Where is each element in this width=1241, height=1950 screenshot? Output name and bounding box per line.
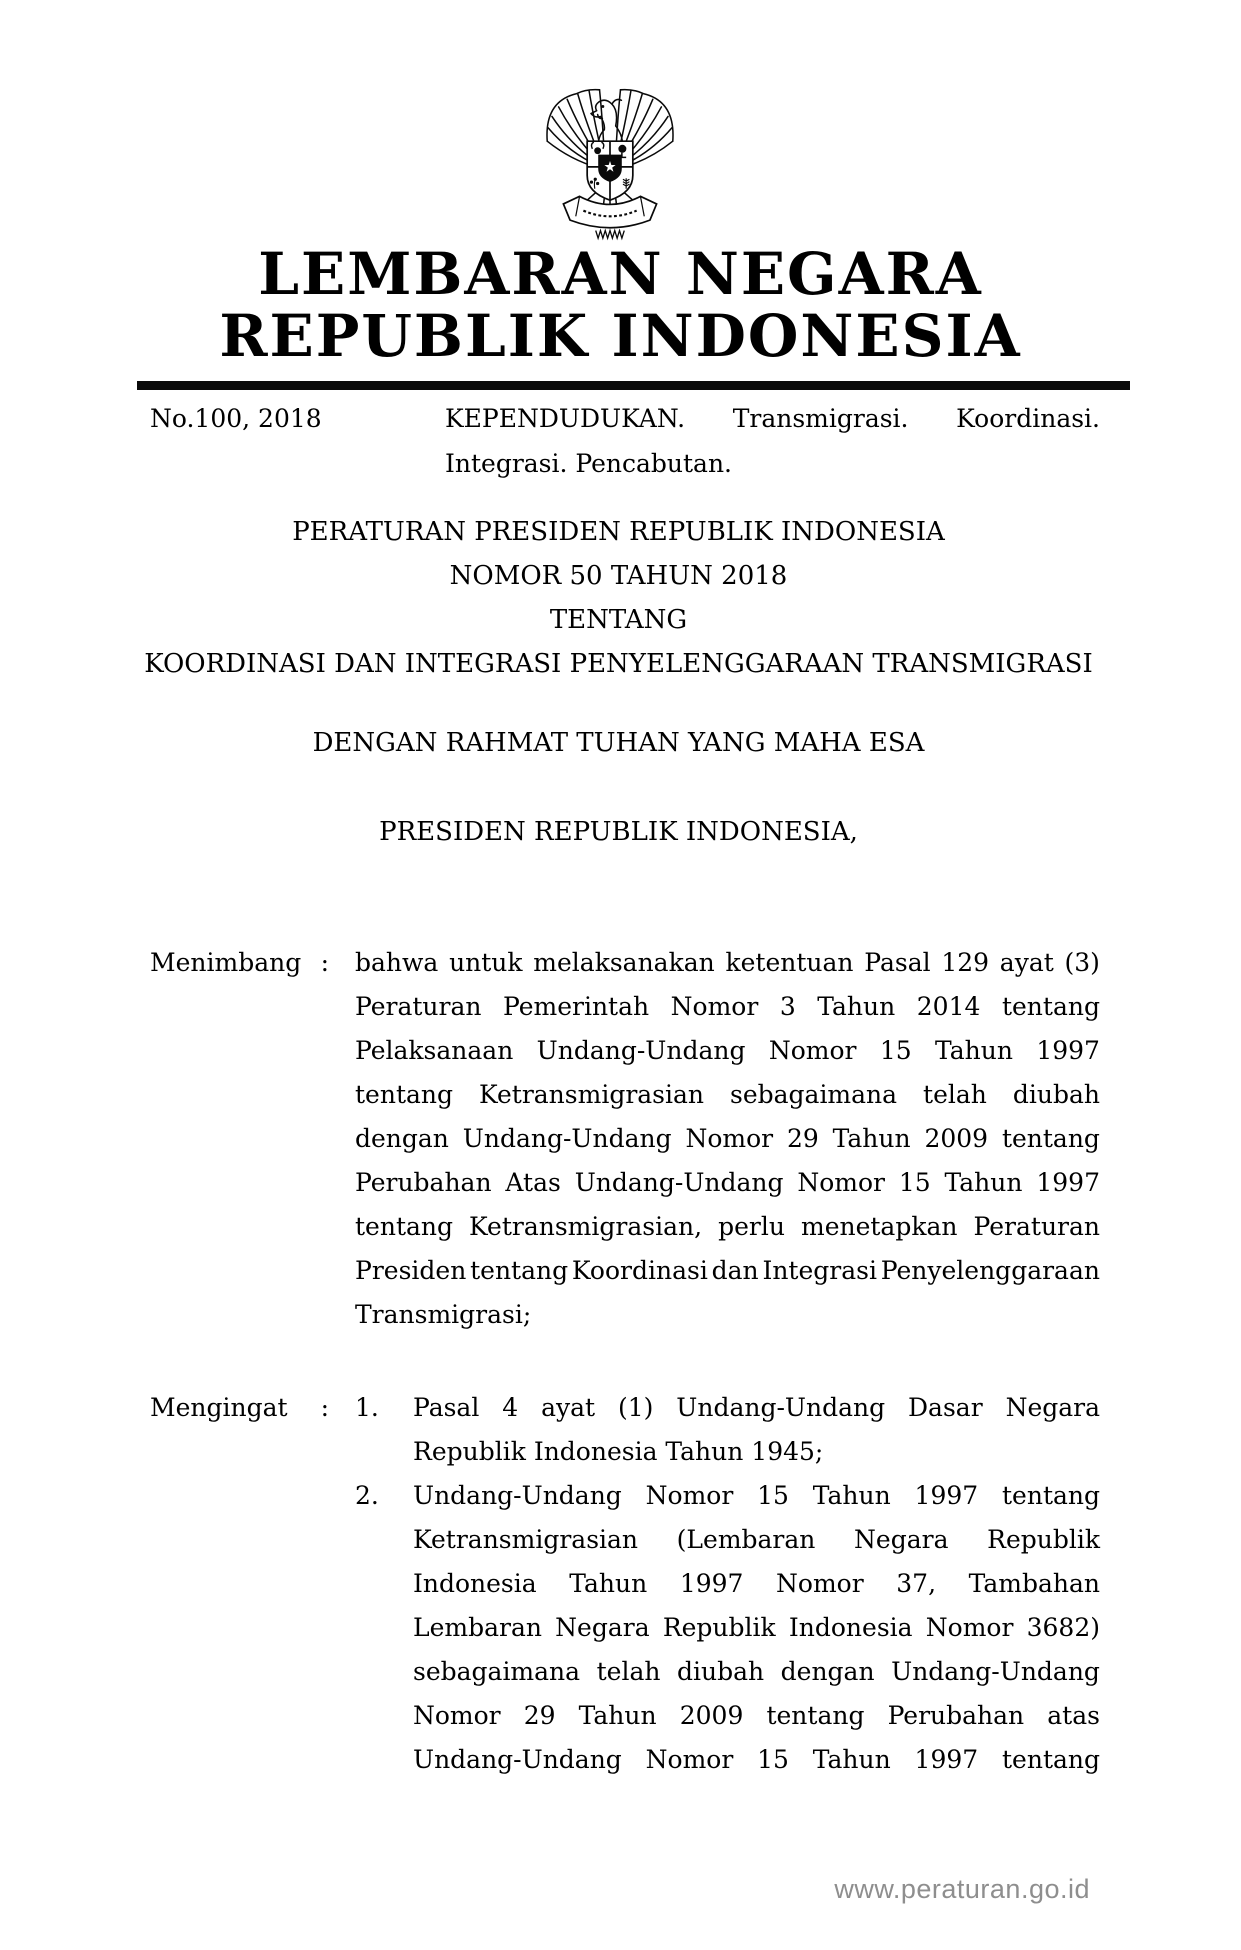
- mengingat-item-2-number: 2.: [355, 1481, 379, 1510]
- regulation-heading-line4: KOORDINASI DAN INTEGRASI PENYELENGGARAAN TRANSMIGRASI: [144, 649, 1093, 679]
- footer-website: www.peraturan.go.id: [834, 1874, 1090, 1904]
- mengingat-item-1: [355, 1386, 1100, 1474]
- regulation-heading: [137, 510, 1100, 686]
- invocation-line: DENGAN RAHMAT TUHAN YANG MAHA ESA: [312, 728, 925, 758]
- menimbang-label: Menimbang: [150, 948, 302, 977]
- mengingat-label-cell: [137, 1386, 355, 1782]
- gazette-title-line2: REPUBLIK INDONESIA: [219, 302, 1022, 370]
- menimbang-clause: [137, 941, 1100, 1337]
- garuda-pancasila-emblem: [535, 86, 685, 242]
- mengingat-clause: [137, 1386, 1100, 1782]
- regulation-heading-line1: PERATURAN PRESIDEN REPUBLIK INDONESIA: [292, 517, 945, 547]
- authority-line: PRESIDEN REPUBLIK INDONESIA,: [379, 817, 858, 847]
- menimbang-colon: :: [320, 948, 329, 977]
- menimbang-label-cell: [137, 941, 355, 1337]
- masthead-row: [137, 396, 1100, 486]
- mengingat-item-1-number: 1.: [355, 1393, 379, 1422]
- mengingat-label: Mengingat: [150, 1393, 288, 1422]
- gazette-number: No.100, 2018: [150, 404, 322, 433]
- masthead-divider: [137, 381, 1130, 390]
- gazette-title-line1: LEMBARAN NEGARA: [258, 240, 983, 308]
- mengingat-item-1-text: Pasal 4 ayat (1) Undang-Undang Dasar Negara Republik Indonesia Tahun 1945;: [413, 1393, 1100, 1466]
- regulation-heading-line2: NOMOR 50 TAHUN 2018: [449, 561, 788, 591]
- regulation-heading-line3: TENTANG: [549, 605, 688, 635]
- mengingat-list: [355, 1386, 1100, 1782]
- mengingat-item-2: [355, 1474, 1100, 1782]
- subject-keywords: KEPENDUDUKAN. Transmigrasi. Koordinasi. Integrasi. Pencabutan.: [445, 404, 1100, 478]
- mengingat-item-2-text: Undang-Undang Nomor 15 Tahun 1997 tentang Ketransmigrasian (Lembaran Negara Republik Indonesia Tahun 1997 Nomor 37, Tambahan Lembaran Negara Republik Indonesia Nomor 3682) sebagaimana telah diubah dengan Undang-Undang Nomor 29 Tahun 2009 tentang Perubahan atas Undang-Undang Nomor 15 Tahun 1997 tentang: [413, 1481, 1100, 1774]
- garuda-icon: [535, 86, 685, 242]
- gazette-title: [0, 240, 1241, 370]
- mengingat-colon: :: [320, 1393, 329, 1422]
- menimbang-paragraph: bahwa untuk melaksanakan ketentuan Pasal 129 ayat (3) Peraturan Pemerintah Nomor 3 Tahun 2014 tentang Pelaksanaan Undang-Undang Nomor 15 Tahun 1997 tentang Ketransmigrasian sebagaimana telah diubah dengan Undang-Undang Nomor 29 Tahun 2009 tentang Perubahan Atas Undang-Undang Nomor 15 Tahun 1997 tentang Ketransmigrasian, perlu menetapkan Peraturan Presiden tentang Koordinasi dan Integrasi Penyelenggaraan Transmigrasi;: [355, 948, 1100, 1329]
